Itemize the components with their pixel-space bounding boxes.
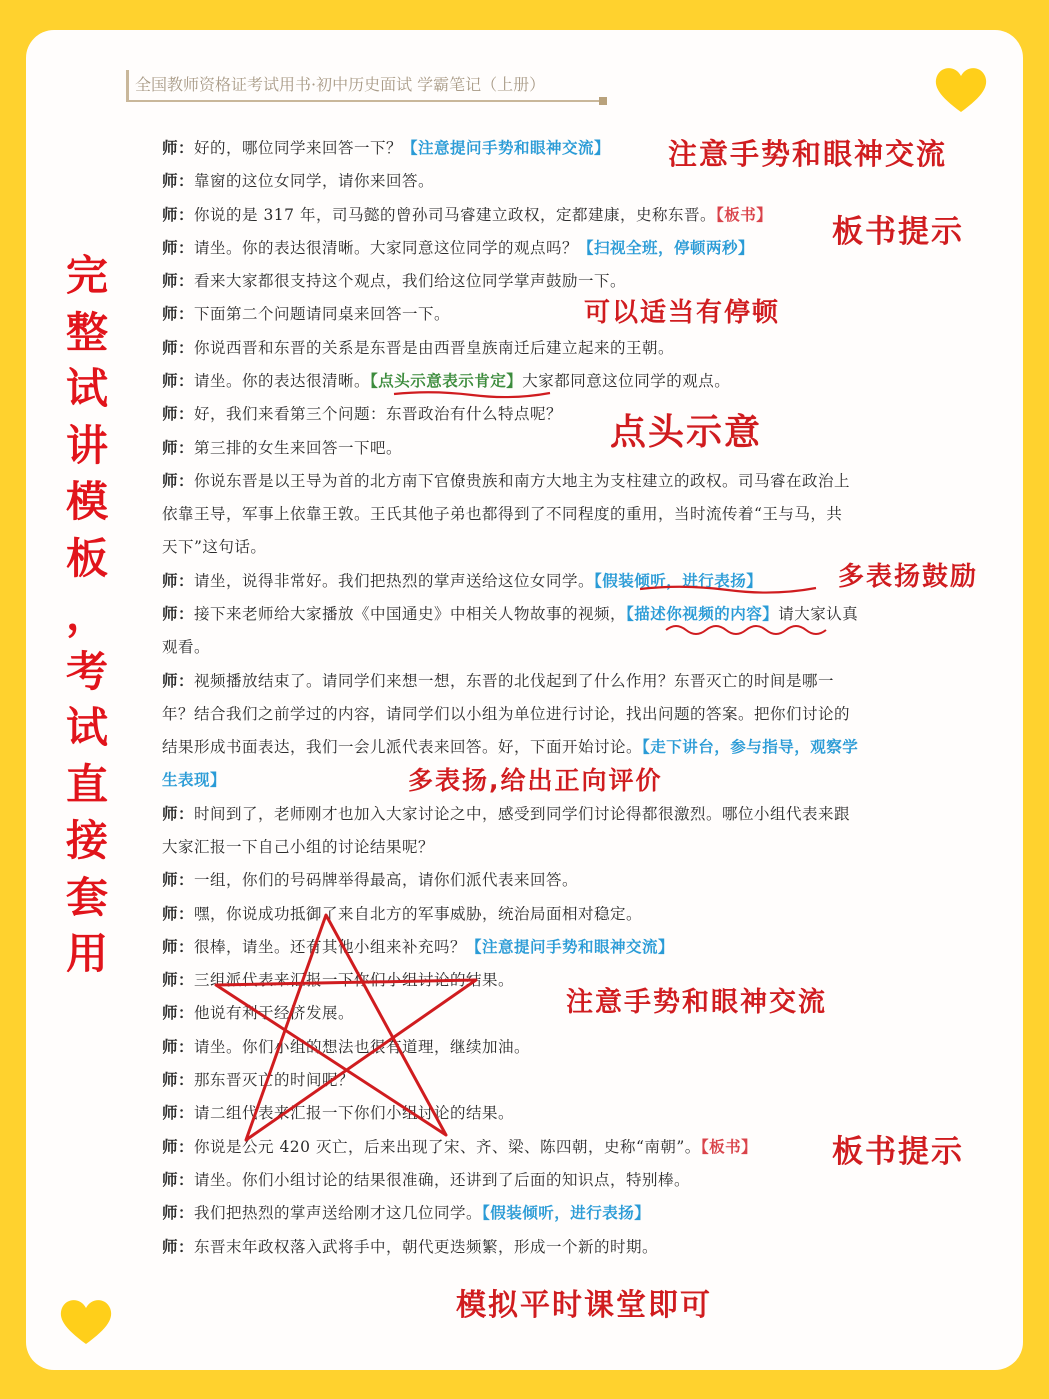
annotation-note: 注意手势和眼神交流 xyxy=(668,137,948,171)
dialogue-line: 师：第三排的女生来回答一下吧。 xyxy=(162,438,403,457)
handwritten-underline xyxy=(638,583,818,595)
annotation-note: 模拟平时课堂即可 xyxy=(456,1288,712,1323)
book-header xyxy=(126,70,603,102)
dialogue-line: 师：请坐。你们小组讨论的结果很准确，还讲到了后面的知识点，特别棒。 xyxy=(162,1170,691,1189)
heart-icon xyxy=(58,1296,114,1346)
dialogue-line: 师：时间到了，老师刚才也加入大家讨论之中，感受到同学们讨论得都很激烈。哪位小组代表来跟 xyxy=(162,804,851,823)
annotation-note: 注意手势和眼神交流 xyxy=(566,987,827,1018)
dialogue-line: 师：我们把热烈的掌声送给刚才这几位同学。【假装倾听，进行表扬】 xyxy=(162,1203,651,1222)
dialogue-line: 生表现】 xyxy=(162,770,227,789)
dialogue-line: 依靠王导，军事上依靠王敦。王氏其他子弟也都得到了不同程度的重用，当时流传着“王与马，共 xyxy=(162,505,843,523)
dialogue-line: 师：接下来老师给大家播放《中国通史》中相关人物故事的视频，【描述你视频的内容】请大家认真 xyxy=(162,604,859,623)
document-page xyxy=(26,30,1023,1370)
annotation-note: 多表扬鼓励 xyxy=(838,562,979,592)
dialogue-line: 师：他说有利于经济发展。 xyxy=(162,1003,355,1022)
dialogue-line: 师：你说是公元 420 灭亡，后来出现了宋、齐、梁、陈四朝，史称“南朝”。【板书】 xyxy=(162,1137,758,1156)
dialogue-line: 师：下面第二个问题请同桌来回答一下。 xyxy=(162,304,451,323)
annotation-note: 点头示意 xyxy=(610,412,763,453)
dialogue-line: 师：请坐。你们小组的想法也很有道理，继续加油。 xyxy=(162,1037,531,1056)
dialogue-line: 师：三组派代表来汇报一下你们小组讨论的结果。 xyxy=(162,970,515,989)
side-title: 完 整 试 讲 模 板 ， 考 试 直 接 套 用 xyxy=(65,251,108,978)
handwritten-underline xyxy=(664,622,834,638)
dialogue-line: 师：看来大家都很支持这个观点，我们给这位同学掌声鼓励一下。 xyxy=(162,271,627,290)
dialogue-line: 大家汇报一下自己小组的讨论结果呢？ xyxy=(162,838,435,856)
book-title: 全国教师资格证考试用书·初中历史面试 学霸笔记（上册） xyxy=(135,75,546,94)
dialogue-line: 师：好，我们来看第三个问题：东晋政治有什么特点呢？ xyxy=(162,404,563,423)
dialogue-line: 年？结合我们之前学过的内容，请同学们以小组为单位进行讨论，找出问题的答案。把你们讨论的 xyxy=(162,705,851,723)
dialogue-line: 结果形成书面表达，我们一会儿派代表来回答。好，下面开始讨论。【走下讲台，参与指导，观察学 xyxy=(162,737,859,756)
dialogue-line: 师：靠窗的这位女同学，请你来回答。 xyxy=(162,171,435,190)
annotation-note: 多表扬,给出正向评价 xyxy=(408,766,663,795)
dialogue-line: 师：请坐。你的表达很清晰。大家同意这位同学的观点吗？【扫视全班，停顿两秒】 xyxy=(162,238,755,257)
handwritten-underline xyxy=(392,388,552,400)
dialogue-line: 师：你说东晋是以王导为首的北方南下官僚贵族和南方大地主为支柱建立的政权。司马睿在政治上 xyxy=(162,471,851,490)
dialogue-line: 师：一组，你们的号码牌举得最高，请你们派代表来回答。 xyxy=(162,870,579,889)
dialogue-line: 师：你说西晋和东晋的关系是东晋是由西晋皇族南迁后建立起来的王朝。 xyxy=(162,338,675,357)
dialogue-line: 师：你说的是 317 年，司马懿的曾孙司马睿建立政权，定都建康，史称东晋。【板书】 xyxy=(162,205,773,224)
heart-icon xyxy=(933,64,989,114)
dialogue-line: 师：嘿，你说成功抵御了来自北方的军事威胁，统治局面相对稳定。 xyxy=(162,904,643,923)
annotation-note: 板书提示 xyxy=(832,1134,964,1170)
dialogue-line: 师：好的，哪位同学来回答一下？【注意提问手势和眼神交流】 xyxy=(162,138,611,157)
dialogue-line: 师：东晋末年政权落入武将手中，朝代更迭频繁，形成一个新的时期。 xyxy=(162,1237,659,1256)
dialogue-line: 师：很棒，请坐。还有其他小组来补充吗？【注意提问手势和眼神交流】 xyxy=(162,937,675,956)
dialogue-line: 师：请二组代表来汇报一下你们小组讨论的结果。 xyxy=(162,1103,515,1122)
dialogue-line: 师：请坐。你的表达很清晰。【点头示意表示肯定】大家都同意这位同学的观点。 xyxy=(162,371,731,390)
dialogue-line: 观看。 xyxy=(162,638,211,656)
dialogue-line: 天下”这句话。 xyxy=(162,538,267,556)
dialogue-line: 师：视频播放结束了。请同学们来想一想，东晋的北伐起到了什么作用？东晋灭亡的时间是哪一 xyxy=(162,671,835,690)
dialogue-line: 师：请坐，说得非常好。我们把热烈的掌声送给这位女同学。【假装倾听，进行表扬】 xyxy=(162,571,763,590)
annotation-note: 板书提示 xyxy=(832,214,964,250)
annotation-note: 可以适当有停顿 xyxy=(584,298,781,328)
dialogue-line: 师：那东晋灭亡的时间呢？ xyxy=(162,1070,355,1089)
header-corner-mark xyxy=(599,97,607,105)
star-doodle xyxy=(206,910,496,1150)
